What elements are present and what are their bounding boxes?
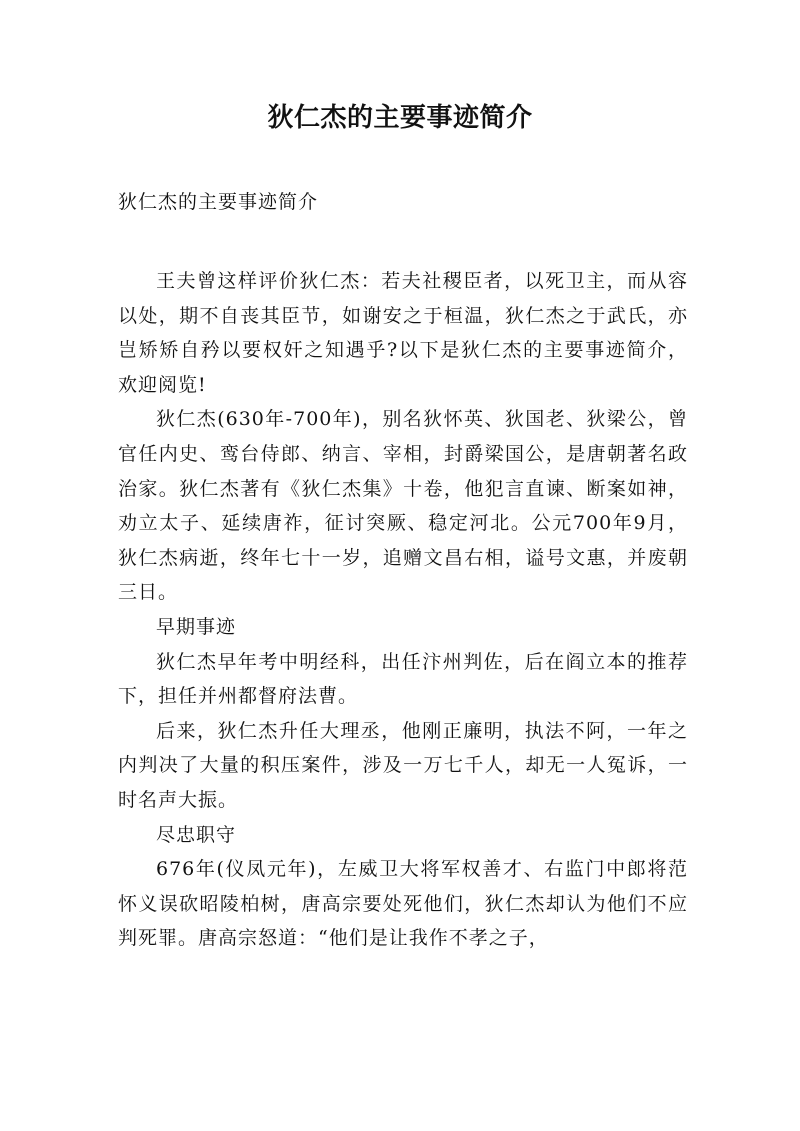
early-deeds-paragraph-2: 后来，狄仁杰升任大理丞，他刚正廉明，执法不阿，一年之内判决了大量的积压案件，涉及一万七千人，却无一人冤诉，一时名声大振。	[118, 719, 688, 811]
loyalty-paragraph: 676年(仪凤元年)，左威卫大将军权善才、右监门中郎将范怀义误砍昭陵柏树，唐高宗要处死他们，狄仁杰却认为他们不应判死罪。唐高宗怒道：“他们是让我作不孝之子，	[118, 858, 688, 950]
document-subtitle: 狄仁杰的主要事迹简介	[118, 191, 319, 213]
section-heading-loyalty: 尽忠职守	[156, 823, 237, 846]
early-deeds-paragraph-1: 狄仁杰早年考中明经科，出任汴州判佐，后在阎立本的推荐下，担任并州都督府法曹。	[118, 650, 688, 708]
biography-paragraph: 狄仁杰(630年-700年)，别名狄怀英、狄国老、狄梁公，曾官任内史、鸾台侍郎、纳言、宰相，封爵梁国公，是唐朝著名政治家。狄仁杰著有《狄仁杰集》十卷，他犯言直谏、断案如神，劝立太子、延续唐祚，征讨突厥、稳定河北。公元700年9月，狄仁杰病逝，终年七十一岁，追赠文昌右相，谥号文惠，并废朝三日。	[118, 408, 688, 604]
document-body	[118, 264, 688, 956]
intro-paragraph: 王夫曾这样评价狄仁杰：若夫社稷臣者，以死卫主，而从容以处，期不自丧其臣节，如谢安之于桓温，狄仁杰之于武氏，亦岂矫矫自矜以要权奸之知遇乎?以下是狄仁杰的主要事迹简介，欢迎阅览!	[118, 270, 688, 396]
section-heading-early-deeds: 早期事迹	[156, 615, 237, 638]
document-title: 狄仁杰的主要事迹简介	[267, 103, 533, 133]
